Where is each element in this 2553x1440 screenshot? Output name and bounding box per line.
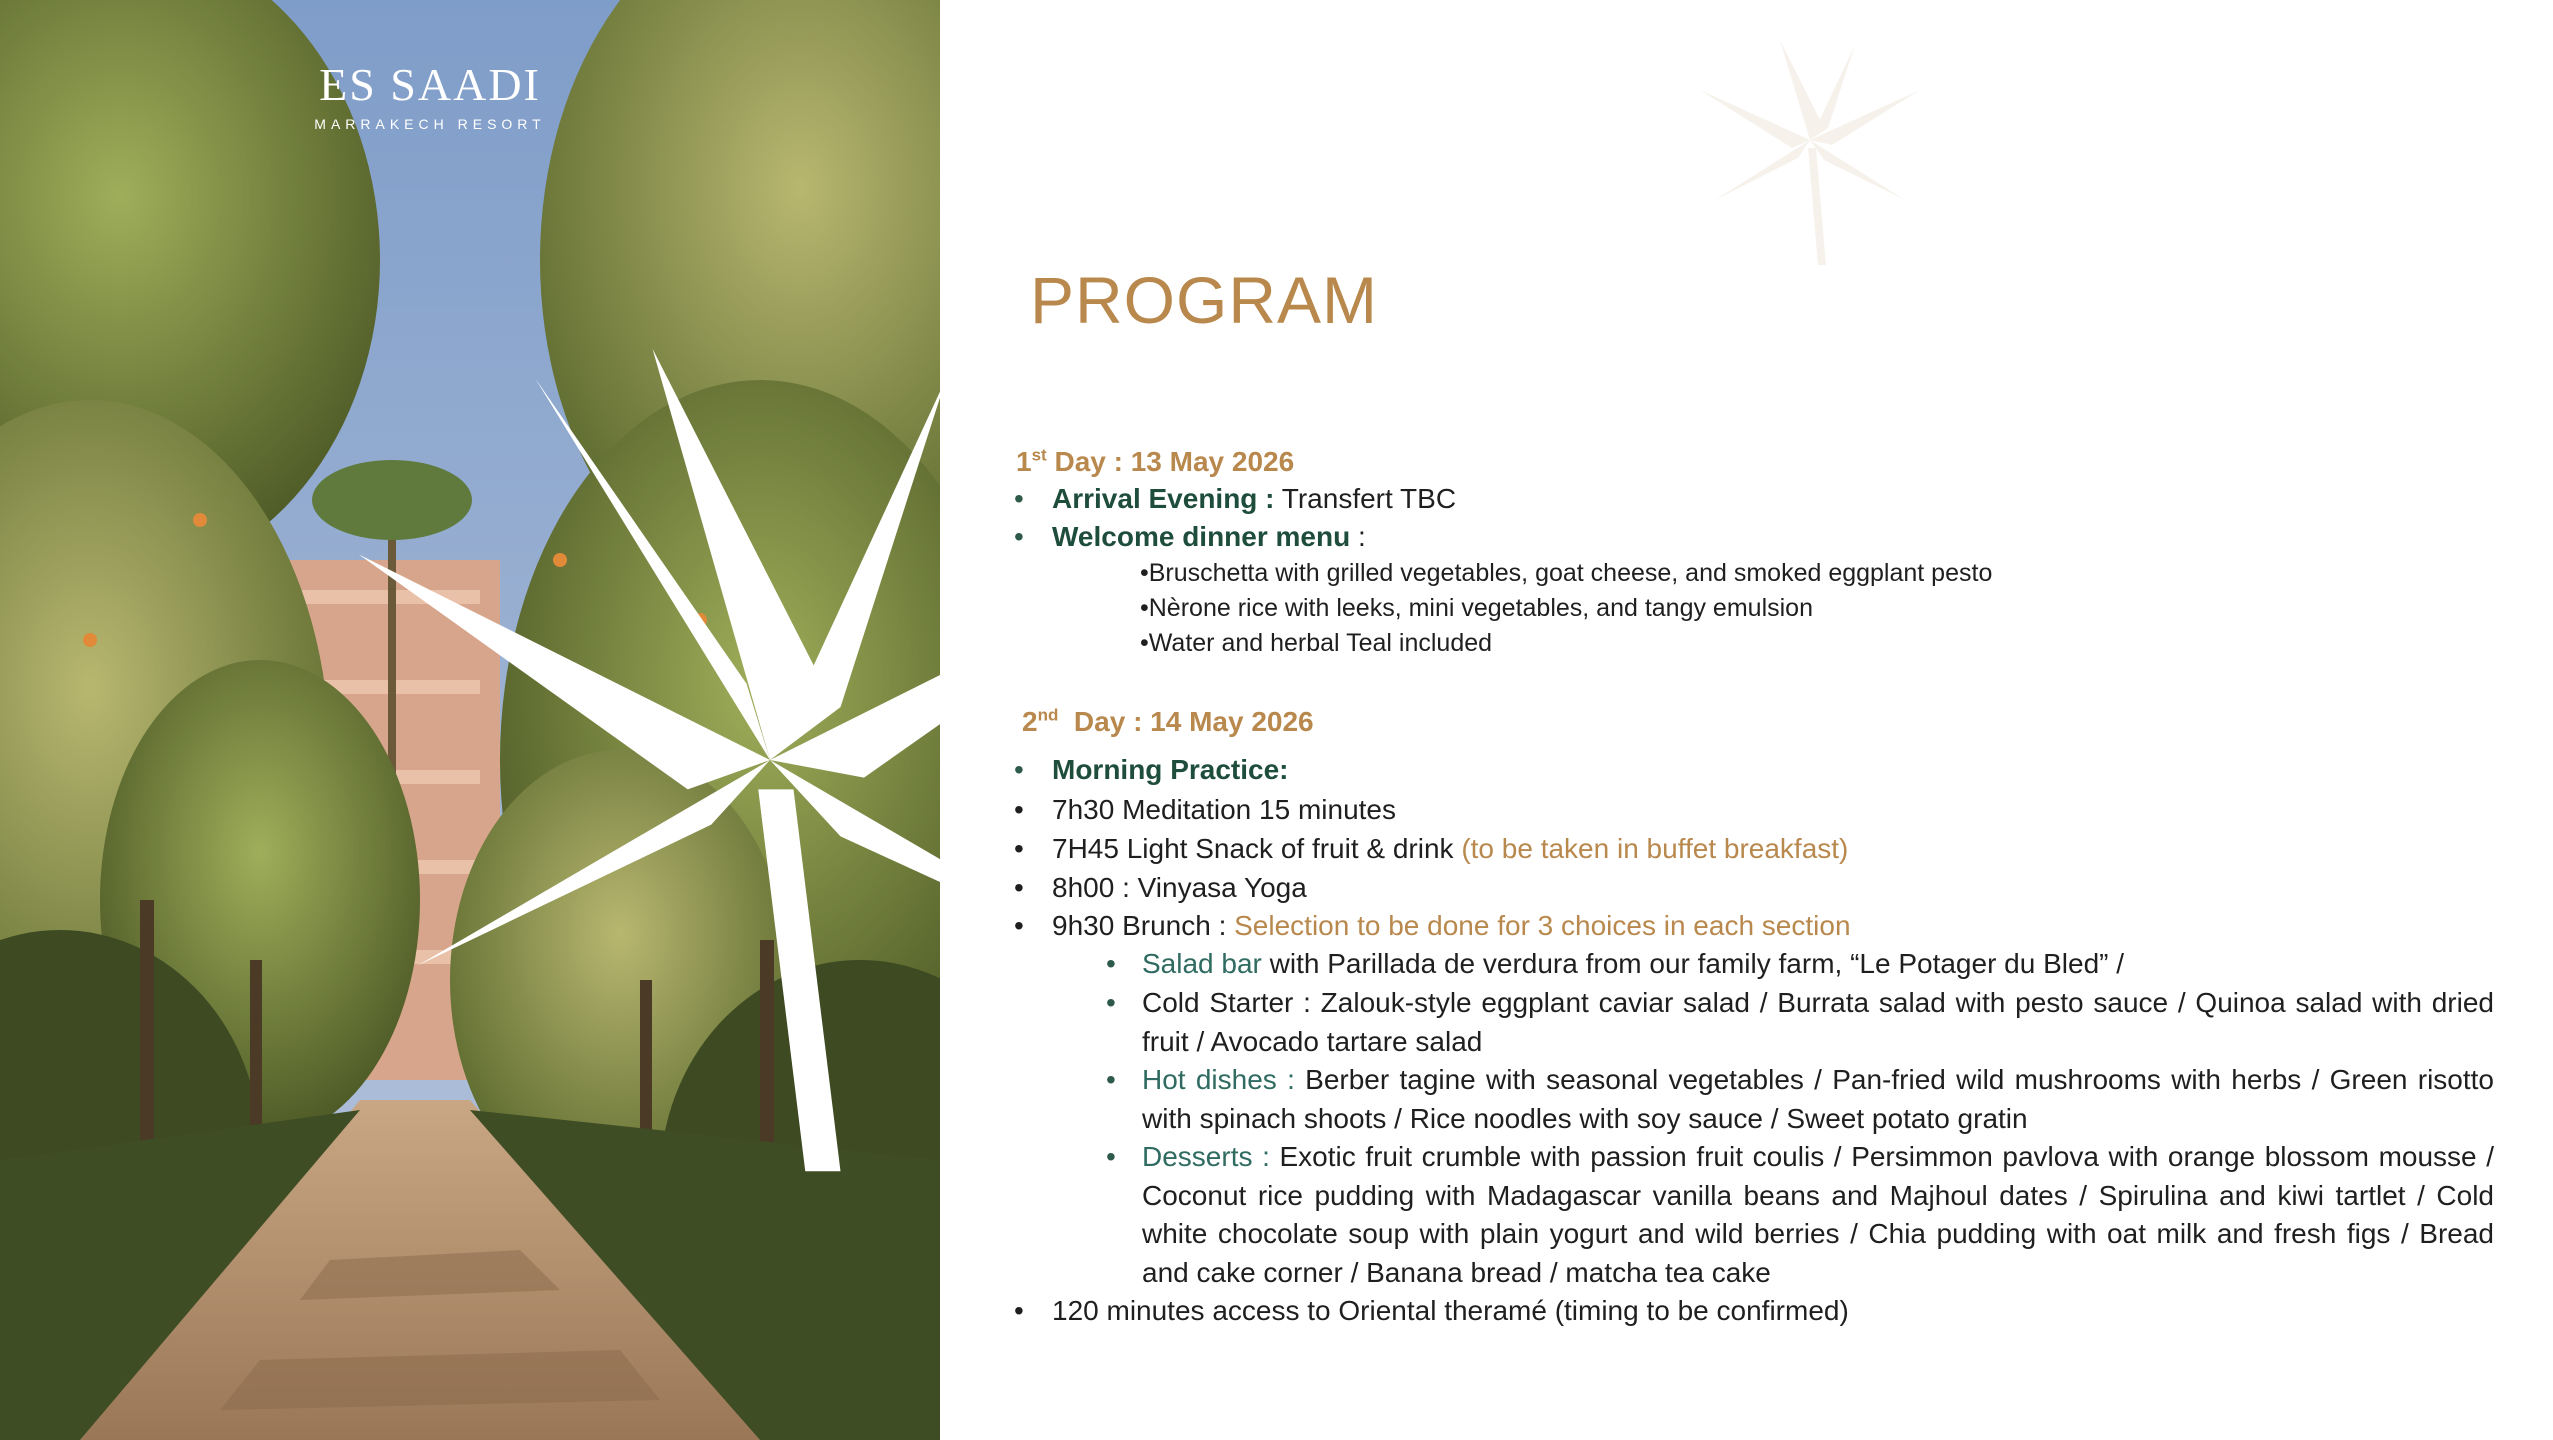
day1-dinner <box>1014 518 1366 556</box>
schedule-item-4 <box>1014 907 1851 945</box>
bullet: • <box>1014 1295 1024 1326</box>
brand-subtitle: MARRAKECH RESORT <box>314 116 546 132</box>
bullet: • <box>1014 521 1024 552</box>
dinner-colon: : <box>1350 521 1366 552</box>
dinner-menu-item-3: •Water and herbal Teal included <box>1140 629 1493 657</box>
brunch-salad-bar <box>1106 945 2494 984</box>
schedule-item-final <box>1014 1292 1849 1330</box>
schedule-text: 8h00 : Vinyasa Yoga <box>1052 872 1307 903</box>
schedule-text: 120 minutes access to Oriental theramé (timing to be confirmed) <box>1052 1295 1849 1326</box>
schedule-item-1 <box>1014 791 1396 829</box>
bullet: • <box>1014 483 1024 514</box>
schedule-item-3 <box>1014 869 1307 907</box>
brand-logo <box>300 40 560 132</box>
brunch-text: Exotic fruit crumble with passion fruit coulis / Persimmon pavlova with orange blossom mousse / Coconut rice pudding with Madagascar vanilla beans and Majhoul dates / Spirulina and kiwi tartlet / Cold white chocolate soup with plain yogurt and wild berries / Chia pudding with oat milk and fresh figs / Bread and cake corner / Banana bread / matcha tea cake <box>1142 1141 2494 1288</box>
palm-watermark-icon <box>1680 30 1940 270</box>
brunch-text: Cold Starter : Zalouk-style eggplant caviar salad / Burrata salad with pesto sauce / Quinoa salad with dried fruit / Avocado tartare salad <box>1142 987 2494 1057</box>
day2-ordinal-suffix: nd <box>1037 705 1059 725</box>
bullet: • <box>1014 794 1024 825</box>
dinner-label: Welcome dinner menu <box>1052 521 1351 552</box>
bullet: • <box>1014 754 1024 785</box>
day2-morning <box>1014 751 1288 789</box>
bullet: • <box>1106 948 1116 979</box>
bullet: • <box>1014 833 1024 864</box>
schedule-item-2 <box>1014 830 1848 868</box>
bullet: • <box>1106 987 1116 1018</box>
schedule-text: 9h30 Brunch : <box>1052 910 1235 941</box>
arrival-label: Arrival Evening : <box>1052 483 1275 514</box>
bullet: • <box>1014 910 1024 941</box>
brunch-cold-starter <box>1106 984 2494 1061</box>
schedule-text: 7h30 Meditation 15 minutes <box>1052 794 1396 825</box>
page-title: PROGRAM <box>1030 263 1379 337</box>
arrival-value: Transfert TBC <box>1274 483 1457 514</box>
day2-heading <box>1022 706 1314 738</box>
bullet: • <box>1106 1141 1116 1172</box>
schedule-note: (to be taken in buffet breakfast) <box>1461 833 1849 864</box>
brunch-label: Desserts : <box>1142 1141 1270 1172</box>
schedule-note: Selection to be done for 3 choices in each section <box>1234 910 1851 941</box>
bullet: • <box>1014 872 1024 903</box>
day1-date: Day : 13 May 2026 <box>1046 446 1295 477</box>
brunch-label: Salad bar <box>1142 948 1262 979</box>
morning-label: Morning Practice: <box>1052 754 1289 785</box>
day1-ordinal-suffix: st <box>1031 445 1047 465</box>
dinner-menu-item-1: •Bruschetta with grilled vegetables, goat cheese, and smoked eggplant pesto <box>1140 559 1993 587</box>
brunch-label: Hot dishes : <box>1142 1064 1295 1095</box>
palm-logo-icon <box>300 40 940 1440</box>
brunch-hot-dishes <box>1106 1061 2494 1138</box>
day1-arrival <box>1014 480 1456 518</box>
brand-name: ES SAADI <box>319 59 541 110</box>
day2-date: Day : 14 May 2026 <box>1058 706 1314 737</box>
dinner-menu-item-2: •Nèrone rice with leeks, mini vegetables, and tangy emulsion <box>1140 594 1813 622</box>
day2-ordinal: 2 <box>1022 706 1038 737</box>
brunch-text: Berber tagine with seasonal vegetables / Pan-fried wild mushrooms with herbs / Green risotto with spinach shoots / Rice noodles with soy sauce / Sweet potato gratin <box>1142 1064 2494 1134</box>
day1-ordinal: 1 <box>1016 446 1032 477</box>
day1-heading <box>1016 446 1294 478</box>
schedule-text: 7H45 Light Snack of fruit & drink <box>1052 833 1462 864</box>
brunch-text: with Parillada de verdura from our family farm, “Le Potager du Bled” / <box>1261 948 2125 979</box>
bullet: • <box>1106 1064 1116 1095</box>
garden-photo <box>0 0 940 1440</box>
brunch-desserts <box>1106 1138 2494 1292</box>
